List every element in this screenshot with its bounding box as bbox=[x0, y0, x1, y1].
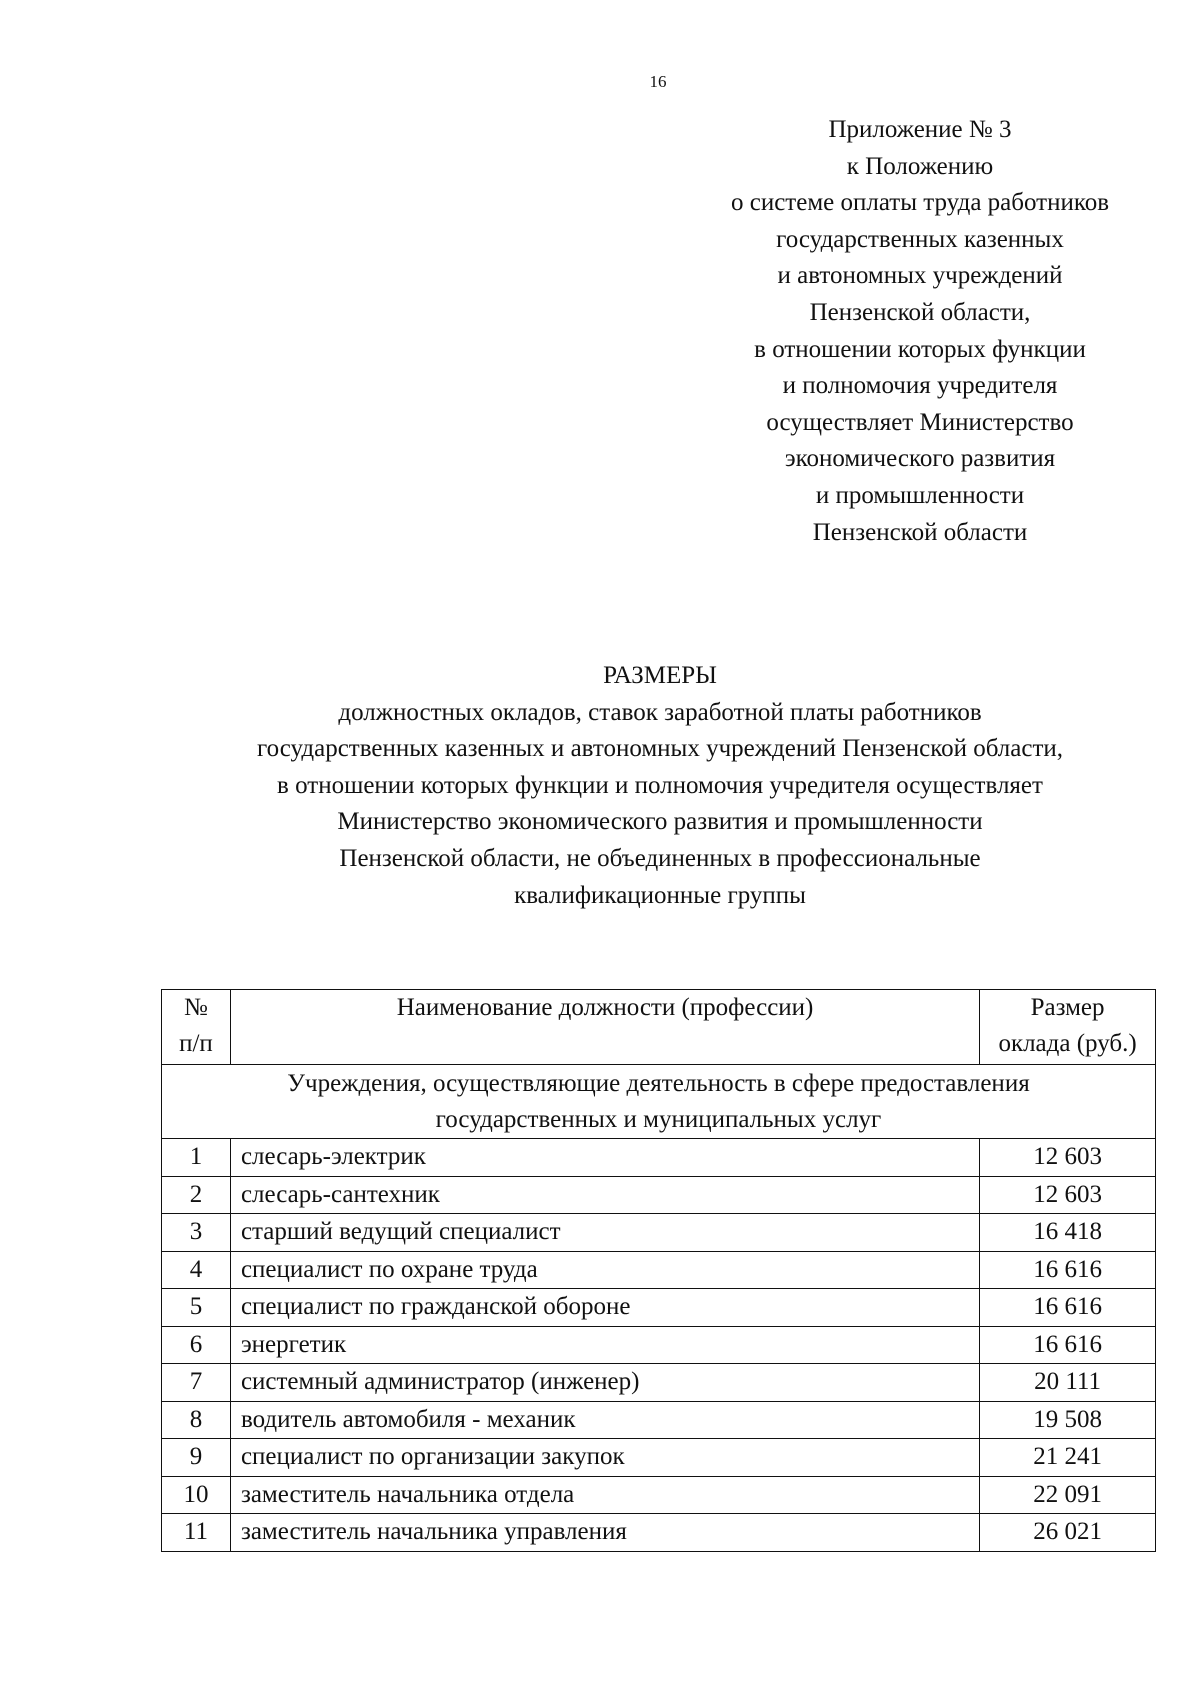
row-number: 10 bbox=[162, 1476, 231, 1514]
table-row bbox=[162, 1176, 1156, 1214]
appendix-line: экономического развития bbox=[784, 445, 1056, 473]
position-name: водитель автомобиля - механик bbox=[230, 1401, 979, 1439]
table-row bbox=[162, 1289, 1156, 1327]
position-name: специалист по гражданской обороне bbox=[230, 1289, 979, 1327]
row-number: 1 bbox=[162, 1139, 231, 1177]
table-row bbox=[162, 1251, 1156, 1289]
position-name: слесарь-сантехник bbox=[230, 1176, 979, 1214]
appendix-line: и полномочия учредителя bbox=[782, 372, 1058, 400]
position-name: заместитель начальника управления bbox=[230, 1514, 979, 1552]
row-number: 8 bbox=[162, 1401, 231, 1439]
row-number: 4 bbox=[162, 1251, 231, 1289]
row-number: 11 bbox=[162, 1514, 231, 1552]
table-row bbox=[162, 1514, 1156, 1552]
page-number: 16 bbox=[649, 72, 667, 91]
position-name: старший ведущий специалист bbox=[230, 1214, 979, 1252]
header-salary bbox=[980, 990, 1156, 1065]
header-num bbox=[162, 990, 231, 1065]
appendix-line: Приложение № 3 bbox=[828, 116, 1012, 143]
position-name: заместитель начальника отдела bbox=[230, 1476, 979, 1514]
appendix-line: осуществляет Министерство bbox=[766, 408, 1074, 436]
row-number: 5 bbox=[162, 1289, 231, 1327]
appendix-line: Пензенской области, bbox=[809, 298, 1031, 326]
title-line: Пензенской области, не объединенных в профессиональные bbox=[339, 844, 981, 872]
header-salary-line: Размер bbox=[1030, 994, 1105, 1021]
header-num-line: № bbox=[184, 994, 208, 1021]
table-row bbox=[162, 1139, 1156, 1177]
row-number: 6 bbox=[162, 1326, 231, 1364]
position-name: слесарь-электрик bbox=[230, 1139, 979, 1177]
salary-value: 16 616 bbox=[980, 1326, 1156, 1364]
section-line: Учреждения, осуществляющие деятельность в сфере предоставления bbox=[287, 1069, 1030, 1097]
row-number: 7 bbox=[162, 1364, 231, 1402]
salary-value: 19 508 bbox=[980, 1401, 1156, 1439]
table-header-row bbox=[162, 990, 1156, 1065]
section-title bbox=[162, 1065, 1156, 1139]
title-line: государственных казенных и автономных учреждений Пензенской области, bbox=[256, 735, 1064, 763]
appendix-line: и промышленности bbox=[815, 481, 1025, 509]
row-number: 9 bbox=[162, 1439, 231, 1477]
appendix-line: к Положению bbox=[846, 152, 994, 180]
salary-value: 12 603 bbox=[980, 1139, 1156, 1177]
title-line: должностных окладов, ставок заработной платы работников bbox=[338, 698, 982, 726]
section-row bbox=[162, 1065, 1156, 1139]
appendix-line: в отношении которых функции bbox=[754, 335, 1086, 363]
table-row bbox=[162, 1214, 1156, 1252]
row-number: 3 bbox=[162, 1214, 231, 1252]
title-line: в отношении которых функции и полномочия учредителя осуществляет bbox=[277, 771, 1043, 799]
salary-value: 21 241 bbox=[980, 1439, 1156, 1477]
salary-value: 16 616 bbox=[980, 1251, 1156, 1289]
salary-value: 22 091 bbox=[980, 1476, 1156, 1514]
header-name: Наименование должности (профессии) bbox=[230, 990, 979, 1065]
position-name: специалист по охране труда bbox=[230, 1251, 979, 1289]
salary-value: 12 603 bbox=[980, 1176, 1156, 1214]
appendix-header bbox=[660, 112, 1180, 551]
section-line: государственных и муниципальных услуг bbox=[435, 1105, 882, 1133]
appendix-line: и автономных учреждений bbox=[777, 262, 1063, 290]
document-title bbox=[160, 658, 1160, 914]
title-heading: РАЗМЕРЫ bbox=[603, 662, 717, 689]
salary-value: 26 021 bbox=[980, 1514, 1156, 1552]
position-name: специалист по организации закупок bbox=[230, 1439, 979, 1477]
appendix-line: о системе оплаты труда работников bbox=[730, 189, 1110, 217]
position-name: системный администратор (инженер) bbox=[230, 1364, 979, 1402]
header-num-line: п/п bbox=[179, 1030, 213, 1057]
appendix-line: Пензенской области bbox=[812, 518, 1028, 546]
table-row bbox=[162, 1439, 1156, 1477]
salary-table bbox=[161, 989, 1156, 1552]
table-row bbox=[162, 1401, 1156, 1439]
salary-value: 16 418 bbox=[980, 1214, 1156, 1252]
salary-value: 20 111 bbox=[980, 1364, 1156, 1402]
appendix-line: государственных казенных bbox=[776, 225, 1064, 253]
title-line: Министерство экономического развития и промышленности bbox=[337, 808, 983, 836]
table-row bbox=[162, 1476, 1156, 1514]
position-name: энергетик bbox=[230, 1326, 979, 1364]
title-line: квалификационные группы bbox=[514, 881, 806, 909]
row-number: 2 bbox=[162, 1176, 231, 1214]
header-salary-line: оклада (руб.) bbox=[998, 1030, 1137, 1057]
salary-value: 16 616 bbox=[980, 1289, 1156, 1327]
table-row bbox=[162, 1326, 1156, 1364]
table-row bbox=[162, 1364, 1156, 1402]
